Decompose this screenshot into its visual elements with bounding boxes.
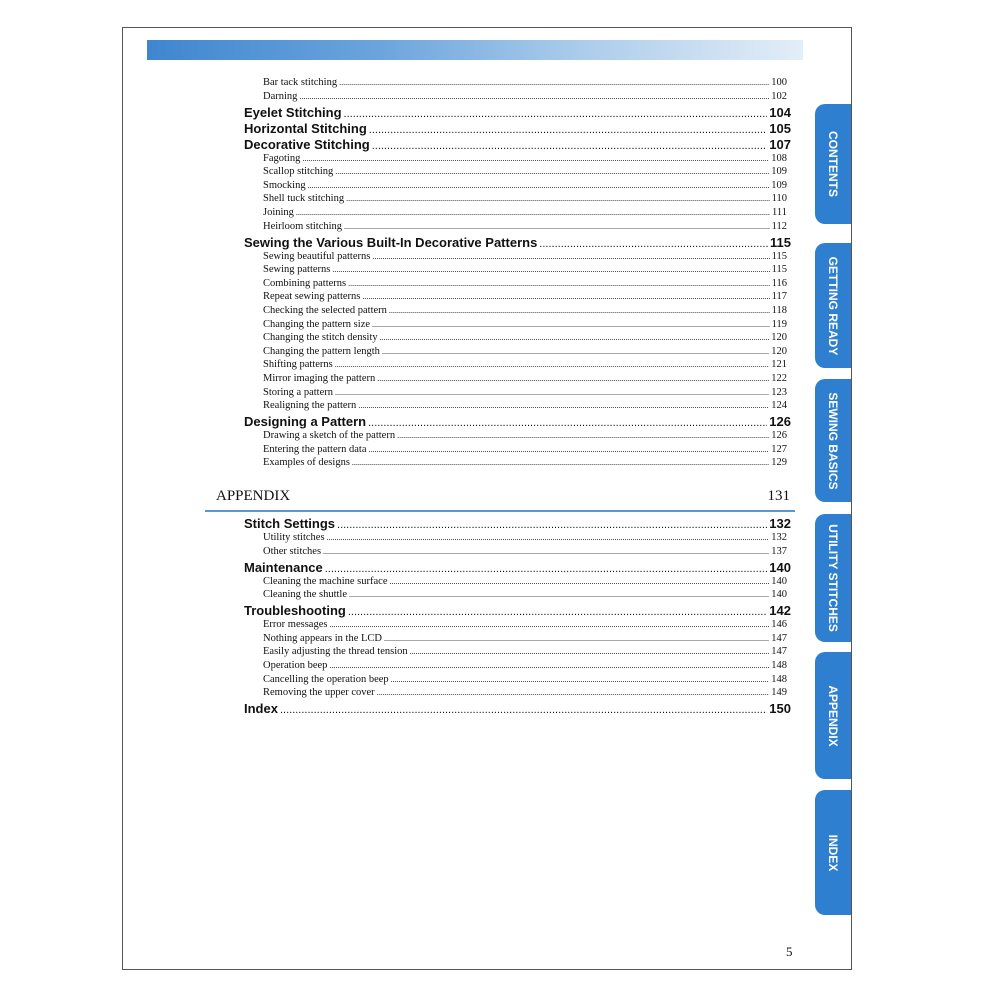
toc-entry-page: 115 — [771, 264, 787, 276]
toc-section-entry[interactable] — [244, 121, 791, 138]
toc-entry-page: 115 — [770, 234, 791, 250]
toc-subentry[interactable] — [263, 90, 787, 103]
toc-entry-title: Drawing a sketch of the pattern — [263, 430, 396, 442]
tab-appendix[interactable] — [815, 652, 851, 779]
dot-leader — [327, 531, 770, 544]
toc-entry-page: 129 — [771, 457, 787, 469]
toc-entry-page: 111 — [772, 207, 787, 218]
dot-leader — [280, 702, 767, 718]
tab-utility-stitches-label: UTILITY STITCHES — [826, 524, 840, 632]
toc-entry-title: Bar tack stitching — [263, 77, 338, 88]
dot-leader — [380, 331, 770, 344]
tab-appendix-label: APPENDIX — [826, 684, 840, 747]
toc-entry-page: 124 — [771, 400, 787, 412]
toc-entry-page: 142 — [769, 603, 791, 619]
toc-entry-title: Realigning the pattern — [263, 400, 357, 412]
toc-entry-page: 123 — [771, 386, 787, 398]
dot-leader — [329, 659, 769, 672]
toc-entry-title: Joining — [263, 207, 294, 218]
toc-subentry[interactable] — [263, 618, 787, 631]
toc-entry-page: 118 — [771, 305, 787, 316]
dot-leader — [391, 673, 770, 686]
toc-entry-page: 109 — [771, 179, 787, 191]
toc-section-entry[interactable] — [244, 701, 791, 718]
toc-entry-title: Repeat sewing patterns — [263, 291, 361, 303]
toc-entry-title: Easily adjusting the thread tension — [263, 646, 408, 658]
dot-leader — [390, 575, 770, 588]
appendix-divider — [205, 510, 795, 512]
toc-subentry[interactable] — [263, 250, 787, 263]
toc-entry-title: Combining patterns — [263, 277, 347, 289]
toc-entry-title: Storing a pattern — [263, 386, 333, 398]
toc-subentry[interactable] — [263, 290, 787, 303]
toc-entry-page: 121 — [771, 359, 787, 371]
dot-leader — [382, 345, 769, 358]
toc-entry-title: Shell tuck stitching — [263, 193, 345, 205]
toc-subentry[interactable] — [263, 443, 787, 456]
toc-entry-page: 110 — [771, 193, 787, 205]
toc-entry-title: Removing the upper cover — [263, 687, 375, 699]
toc-entry-title: Cleaning the shuttle — [263, 589, 347, 601]
toc-entry-title: Horizontal Stitching — [244, 120, 367, 136]
toc-entry-page: 140 — [771, 575, 787, 587]
toc-entry-page: 100 — [771, 77, 787, 88]
dot-leader — [346, 192, 770, 205]
toc-entry-title: Index — [244, 701, 278, 717]
appendix-page: 131 — [767, 488, 790, 504]
toc-entry-title: Nothing appears in the LCD — [263, 632, 382, 644]
toc-entry-page: 127 — [771, 443, 787, 455]
toc-entry-title: Error messages — [263, 619, 328, 631]
appendix-title: APPENDIX — [216, 488, 291, 504]
toc-entry-page: 149 — [771, 687, 787, 699]
toc-entry-title: Changing the stitch density — [263, 332, 378, 344]
toc-entry-page: 107 — [769, 136, 791, 152]
dot-leader — [377, 372, 769, 385]
dot-leader — [332, 263, 769, 276]
toc-subentry[interactable] — [263, 659, 787, 672]
appendix-heading[interactable] — [216, 488, 790, 505]
toc-entry-page: 104 — [769, 104, 791, 120]
toc-subentry[interactable] — [263, 152, 787, 165]
toc-entry-page: 148 — [771, 660, 787, 671]
dot-leader — [302, 152, 769, 165]
toc-subentry[interactable] — [263, 386, 787, 399]
toc-entry-title: Checking the selected pattern — [263, 305, 387, 316]
toc-entry-title: Stitch Settings — [244, 516, 336, 531]
dot-leader — [352, 456, 769, 469]
toc-entry-title: Sewing beautiful patterns — [263, 250, 371, 262]
toc-entry-page: 146 — [771, 619, 787, 631]
toc-subentry[interactable] — [263, 632, 787, 645]
dot-leader — [410, 645, 770, 658]
dot-leader — [369, 443, 770, 456]
toc-entry-page: 126 — [769, 414, 791, 430]
toc-subentry[interactable] — [263, 575, 787, 588]
dot-leader — [344, 220, 770, 233]
toc-entry-page: 140 — [771, 589, 787, 601]
toc-entry-page: 126 — [771, 430, 787, 442]
toc-entry-page: 147 — [771, 632, 787, 644]
dot-leader — [372, 250, 769, 263]
toc-entry-title: Eyelet Stitching — [244, 104, 342, 120]
toc-subentry[interactable] — [263, 429, 787, 442]
toc-entry-title: Mirror imaging the pattern — [263, 373, 376, 384]
toc-entry-page: 119 — [771, 318, 787, 330]
toc-entry-page: 148 — [771, 673, 787, 685]
toc-entry-title: Fagoting — [263, 152, 301, 164]
dot-leader — [349, 588, 769, 601]
page-number: 5 — [786, 944, 793, 959]
toc-entry-page: 102 — [771, 90, 787, 102]
toc-entry-title: Utility stitches — [263, 532, 325, 543]
toc-subentry[interactable] — [263, 192, 787, 205]
toc-entry-title: Sewing patterns — [263, 264, 331, 276]
toc-entry-page: 120 — [771, 332, 787, 344]
dot-leader — [308, 179, 770, 192]
dot-leader — [358, 399, 769, 412]
toc-entry-page: 132 — [771, 532, 787, 543]
toc-entry-page: 112 — [771, 220, 787, 232]
tab-sewing-basics-label: SEWING BASICS — [826, 391, 840, 490]
toc-entry-title: Scallop stitching — [263, 166, 334, 178]
dot-leader — [335, 165, 769, 178]
toc-subentry[interactable] — [263, 263, 787, 276]
tab-index[interactable] — [815, 790, 851, 915]
toc-subentry[interactable] — [263, 206, 787, 219]
toc-entry-title: Cancelling the operation beep — [263, 673, 389, 685]
toc-entry-title: Designing a Pattern — [244, 414, 367, 430]
toc-entry-title: Other stitches — [263, 545, 322, 557]
dot-leader — [344, 106, 768, 122]
toc-entry-page: 108 — [771, 152, 787, 164]
tab-sewing-basics[interactable] — [815, 379, 851, 502]
toc-subentry[interactable] — [263, 545, 787, 558]
toc-entry-title: Entering the pattern data — [263, 443, 367, 455]
toc-entry-page: 137 — [771, 545, 787, 557]
dot-leader — [377, 686, 770, 699]
toc-entry-title: Sewing the Various Built-In Decorative Patterns — [244, 234, 538, 250]
toc-entry-page: 116 — [771, 277, 787, 289]
toc-entry-page: 105 — [769, 120, 791, 136]
toc-entry-page: 122 — [771, 373, 787, 384]
toc-subentry[interactable] — [263, 645, 787, 658]
dot-leader — [339, 76, 769, 89]
dot-leader — [362, 290, 769, 303]
toc-subentry[interactable] — [263, 304, 787, 317]
toc-subentry[interactable] — [263, 686, 787, 699]
toc-entry-title: Smocking — [263, 179, 306, 191]
toc-subentry[interactable] — [263, 531, 787, 544]
tab-utility-stitches[interactable] — [815, 514, 851, 642]
toc-subentry[interactable] — [263, 318, 787, 331]
toc-entry-title: Cleaning the machine surface — [263, 575, 388, 587]
toc-entry-title: Troubleshooting — [244, 603, 346, 619]
toc-subentry[interactable] — [263, 358, 787, 371]
tab-contents[interactable] — [815, 104, 851, 224]
toc-entry-title: Changing the pattern length — [263, 345, 380, 357]
toc-entry-title: Examples of designs — [263, 457, 350, 469]
toc-entry-page: 115 — [771, 250, 787, 262]
tab-index-label: INDEX — [826, 834, 840, 871]
dot-leader — [384, 632, 769, 645]
toc-entry-title: Operation beep — [263, 660, 328, 671]
toc-entry-title: Changing the pattern size — [263, 318, 371, 330]
tab-getting-ready[interactable] — [815, 243, 851, 368]
toc-entry-page: 150 — [769, 701, 791, 717]
toc-subentry[interactable] — [263, 220, 787, 233]
toc-subentry[interactable] — [263, 372, 787, 385]
dot-leader — [335, 386, 769, 399]
tab-getting-ready-label: GETTING READY — [826, 256, 840, 355]
toc-subentry[interactable] — [263, 165, 787, 178]
toc-entry-page: 140 — [769, 559, 791, 575]
toc-entry-page: 117 — [771, 291, 787, 303]
toc-entry-page: 147 — [771, 646, 787, 658]
dot-leader — [335, 358, 770, 371]
dot-leader — [296, 206, 770, 219]
dot-leader — [323, 545, 769, 558]
tab-contents-label: CONTENTS — [826, 131, 840, 197]
toc-entry-title: Darning — [263, 90, 298, 102]
dot-leader — [389, 304, 770, 317]
toc-entry-title: Heirloom stitching — [263, 220, 343, 232]
toc-subentry[interactable] — [263, 456, 787, 469]
toc-subentry[interactable] — [263, 277, 787, 290]
toc-entry-page: 109 — [771, 166, 787, 178]
toc-entry-page: 132 — [769, 516, 791, 531]
dot-leader — [299, 90, 769, 103]
dot-leader — [397, 429, 769, 442]
toc-entry-title: Shifting patterns — [263, 359, 333, 371]
toc-subentry[interactable] — [263, 179, 787, 192]
dot-leader — [348, 277, 770, 290]
toc-entry-title: Decorative Stitching — [244, 136, 370, 152]
dot-leader — [372, 318, 770, 331]
dot-leader — [369, 122, 768, 138]
toc-subentry[interactable] — [263, 345, 787, 358]
toc-subentry[interactable] — [263, 76, 787, 89]
toc-entry-title: Maintenance — [244, 559, 323, 575]
toc-subentry[interactable] — [263, 399, 787, 412]
toc-subentry[interactable] — [263, 673, 787, 686]
dot-leader — [329, 618, 769, 631]
toc-section-entry[interactable] — [244, 105, 791, 122]
toc-entry-page: 120 — [771, 345, 787, 357]
toc-subentry[interactable] — [263, 588, 787, 601]
toc-subentry[interactable] — [263, 331, 787, 344]
